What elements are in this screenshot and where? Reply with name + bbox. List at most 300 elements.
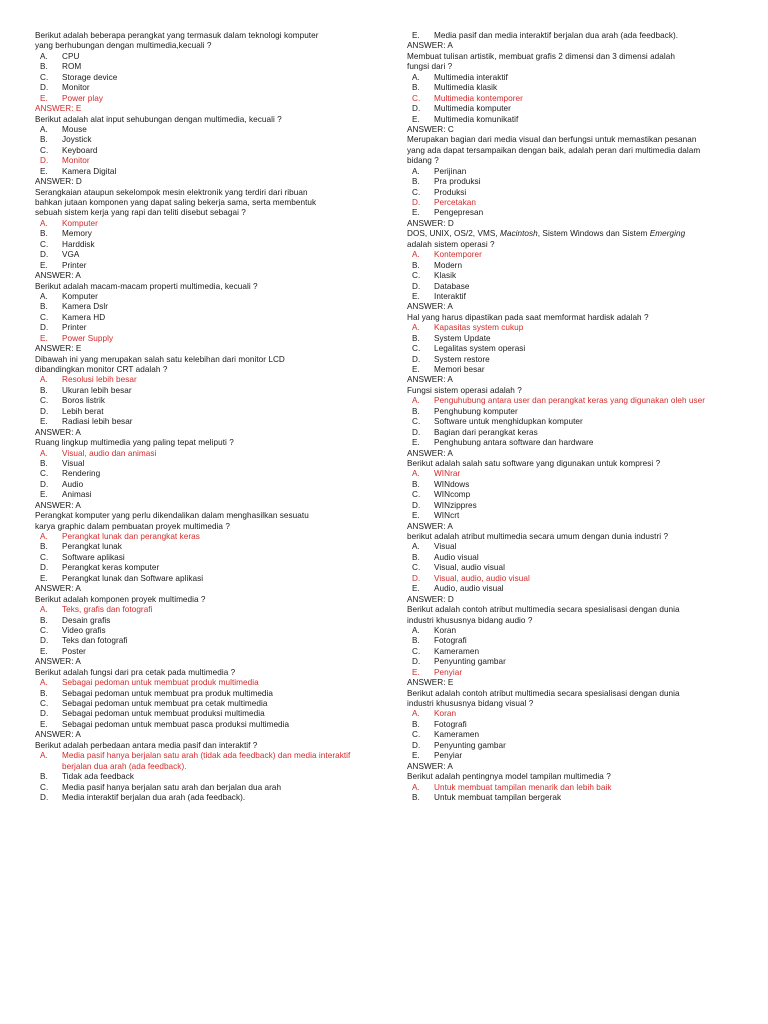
option-letter: C. (412, 417, 421, 427)
option-letter: E. (40, 333, 48, 343)
option-text: Memori besar (434, 365, 485, 374)
answer-option (407, 282, 767, 292)
question-block (35, 511, 395, 595)
option-text: Printer (62, 323, 87, 333)
question-block (407, 313, 767, 386)
answer-option (35, 167, 395, 177)
option-letter: E. (40, 260, 48, 270)
answer-option (407, 751, 767, 761)
option-text: System Update (434, 333, 491, 343)
question-text: Berikut adalah salah satu software yang digunakan untuk kompresi ? (407, 458, 661, 468)
option-letter: C. (40, 625, 49, 635)
option-letter: A. (412, 625, 420, 635)
option-letter: E. (40, 166, 48, 176)
question-block (35, 31, 395, 115)
option-letter: D. (40, 792, 49, 802)
answer-option (35, 563, 395, 573)
option-text: System restore (434, 354, 490, 364)
answer-option (407, 730, 767, 740)
option-text: Harddisk (62, 239, 95, 249)
answer-key: ANSWER: A (35, 500, 81, 510)
answer-option (407, 647, 767, 657)
option-letter: D. (40, 83, 49, 93)
question-block (35, 438, 395, 511)
option-letter: C. (412, 271, 421, 281)
option-text: Power Supply (62, 333, 114, 343)
option-text: WINcrt (434, 511, 460, 521)
option-letter: E. (412, 291, 420, 301)
answer-option (407, 709, 767, 719)
answer-option (35, 553, 395, 563)
question-text: Hal yang harus dipastikan pada saat memformat hardisk adalah ? (407, 312, 649, 322)
answer-key: ANSWER: D (407, 218, 454, 228)
option-letter: C. (40, 72, 49, 82)
answer-key: ANSWER: E (35, 104, 82, 114)
answer-option (35, 469, 395, 479)
question-block (407, 52, 767, 136)
question-text: Perangkat komputer yang perlu dikendalikan dalam menghasilkan sesuatu (35, 511, 309, 521)
answer-option (407, 480, 767, 490)
option-text: Keyboard (62, 145, 98, 155)
option-text: Sebagai pedoman untuk membuat produk multimedia (62, 678, 259, 688)
answer-option (407, 323, 767, 333)
answer-option (407, 668, 767, 678)
option-letter: D. (40, 250, 49, 260)
answer-key: ANSWER: E (35, 344, 82, 354)
question-block (35, 741, 395, 804)
option-text: Untuk membuat tampilan bergerak (434, 792, 562, 802)
option-text: Percetakan (434, 198, 476, 207)
question-text: Serangkaian ataupun sekelompok mesin elektronik yang terdiri dari ribuan (35, 187, 308, 197)
answer-key: ANSWER: C (407, 124, 454, 134)
question-block (35, 282, 395, 355)
question-block (35, 355, 395, 439)
option-letter: E. (412, 511, 420, 521)
option-letter: C. (40, 782, 49, 792)
option-text: Database (434, 281, 470, 291)
question-block (35, 668, 395, 741)
question-text: Berikut adalah contoh atribut multimedia secara spesialisasi dengan dunia (407, 605, 680, 615)
option-text: Lebih berat (62, 406, 104, 416)
question-block (407, 135, 767, 229)
answer-option (35, 261, 395, 271)
left-column (35, 31, 395, 803)
question-text: Berikut adalah pentingnya model tampilan multimedia ? (407, 772, 611, 782)
answer-option (407, 511, 767, 521)
answer-option (35, 146, 395, 156)
question-text: Berikut adalah komponen proyek multimedia ? (35, 594, 206, 604)
answer-key: ANSWER: A (35, 657, 81, 667)
answer-key: ANSWER: A (407, 521, 453, 531)
option-text: Visual, audio, audio visual (434, 573, 530, 583)
option-text: Interaktif (434, 291, 466, 301)
answer-key: ANSWER: E (407, 678, 454, 688)
option-text: Kamera Digital (62, 166, 117, 176)
option-letter: C. (412, 187, 421, 197)
answer-option (407, 292, 767, 302)
answer-option (35, 250, 395, 260)
option-text: Audio visual (434, 552, 479, 562)
option-text: Perijinan (434, 166, 467, 176)
answer-key: ANSWER: A (35, 584, 81, 594)
answer-option (407, 271, 767, 281)
option-text: Pra produksi (434, 177, 481, 187)
answer-option (35, 240, 395, 250)
option-text: Audio (62, 479, 84, 489)
option-text: Video grafis (62, 625, 106, 635)
option-text: Boros listrik (62, 396, 105, 406)
answer-option (407, 94, 767, 104)
answer-option (35, 313, 395, 323)
option-text: Fotografi (434, 636, 467, 646)
question-text: yang berhubungan dengan multimedia,kecuali ? (35, 41, 212, 51)
answer-option (407, 657, 767, 667)
answer-option (35, 219, 395, 229)
option-text: Monitor (62, 83, 90, 93)
option-letter: D. (40, 156, 49, 166)
answer-option (35, 449, 395, 459)
answer-option (35, 574, 395, 584)
question-text: Berikut adalah perbedaan antara media pasif dan interaktif ? (35, 740, 258, 750)
option-text: Printer (62, 260, 87, 270)
answer-key: ANSWER: D (407, 594, 454, 604)
option-text: Komputer (62, 291, 98, 301)
option-letter: A. (40, 291, 48, 301)
answer-option (35, 292, 395, 302)
option-letter: C. (40, 552, 49, 562)
answer-option (35, 94, 395, 104)
answer-option (407, 636, 767, 646)
option-text: Media pasif hanya berjalan satu arah (tidak ada feedback) dan media interaktif berjalan dua arah (ada feedback). (62, 751, 351, 771)
answer-option (35, 626, 395, 636)
answer-option (35, 542, 395, 552)
option-text: WINrar (434, 469, 461, 479)
question-text (407, 229, 767, 239)
option-letter: B. (40, 458, 48, 468)
option-text: Media interaktif berjalan dua arah (ada feedback). (62, 792, 246, 802)
question-block (407, 772, 767, 803)
option-letter: E. (412, 584, 420, 594)
option-letter: C. (40, 145, 49, 155)
option-text: CPU (62, 51, 80, 61)
option-letter: D. (40, 636, 49, 646)
answer-option (35, 386, 395, 396)
answer-option (35, 532, 395, 542)
option-text: Radiasi lebih besar (62, 417, 133, 427)
option-text: Ukuran lebih besar (62, 385, 132, 395)
answer-option (35, 751, 395, 772)
option-letter: E. (40, 417, 48, 427)
answer-option (407, 396, 767, 406)
option-letter: B. (40, 385, 48, 395)
option-text: Perangkat lunak dan Software aplikasi (62, 573, 204, 583)
answer-option (407, 104, 767, 114)
option-text: Penyunting gambar (434, 740, 506, 750)
option-text: Fotografi (434, 719, 467, 729)
option-letter: B. (412, 792, 420, 802)
option-letter: E. (40, 646, 48, 656)
answer-option (35, 52, 395, 62)
answer-option (407, 741, 767, 751)
option-letter: A. (40, 448, 48, 458)
option-text: Kameramen (434, 646, 480, 656)
option-text: Teks, grafis dan fotografi (62, 605, 153, 615)
question-fragment: , Sistem Windows dan Sistem (537, 229, 650, 239)
option-text: Koran (434, 625, 457, 635)
option-letter: B. (40, 542, 48, 552)
answer-option (35, 375, 395, 385)
option-text: Legalitas system operasi (434, 344, 526, 354)
answer-option (407, 626, 767, 636)
question-text: bidang ? (407, 156, 439, 166)
question-text: Merupakan bagian dari media visual dan berfungsi untuk memastikan pesanan (407, 135, 697, 145)
option-text: Software untuk menghidupkan komputer (434, 417, 583, 427)
option-letter: D. (412, 740, 421, 750)
answer-option (35, 678, 395, 688)
answer-option (407, 407, 767, 417)
answer-option (35, 73, 395, 83)
option-text: Desain grafis (62, 615, 111, 625)
option-text: Penghubung antara software dan hardware (434, 438, 594, 448)
option-text: Tidak ada feedback (62, 772, 135, 782)
answer-option (35, 302, 395, 312)
answer-option (35, 636, 395, 646)
question-text: Ruang lingkup multimedia yang paling tepat meliputi ? (35, 438, 234, 448)
option-letter: A. (412, 469, 420, 479)
option-letter: B. (40, 772, 48, 782)
option-letter: C. (412, 490, 421, 500)
option-text: Kameramen (434, 730, 480, 740)
option-letter: E. (412, 208, 420, 218)
option-letter: B. (412, 177, 420, 187)
question-block (407, 386, 767, 459)
question-text: Berikut adalah alat input sehubungan dengan multimedia, kecuali ? (35, 114, 282, 124)
answer-option (407, 355, 767, 365)
option-letter: B. (40, 62, 48, 72)
option-letter: D. (40, 709, 49, 719)
option-text: Koran (434, 709, 457, 719)
option-letter: A. (40, 375, 48, 385)
answer-option (35, 783, 395, 793)
answer-key: ANSWER: A (407, 761, 453, 771)
option-letter: E. (40, 93, 48, 103)
option-letter: D. (412, 198, 421, 207)
option-text: Resolusi lebih besar (62, 375, 137, 385)
option-letter: E. (412, 114, 420, 124)
option-text: Audio, audio visual (434, 584, 504, 594)
question-text: fungsi dari ? (407, 62, 453, 72)
answer-option (407, 469, 767, 479)
question-text: sebuah sistem kerja yang rapi dan teliti disebut sebagai ? (35, 208, 246, 218)
answer-option (407, 344, 767, 354)
question-italic-term: Emerging (649, 229, 686, 239)
option-text: Modern (434, 260, 463, 270)
option-letter: A. (412, 323, 420, 333)
option-text: Visual, audio dan animasi (62, 448, 157, 458)
question-text: berikut adalah atribut multimedia secara umum dengan dunia industri ? (407, 532, 669, 541)
option-letter: E. (412, 31, 420, 40)
option-letter: E. (40, 490, 48, 500)
answer-option (35, 720, 395, 730)
option-letter: A. (412, 782, 420, 792)
answer-option (407, 250, 767, 260)
option-letter: A. (40, 218, 48, 228)
answer-option (407, 542, 767, 552)
option-text: Komputer (62, 218, 98, 228)
answer-option (35, 699, 395, 709)
question-text: adalah sistem operasi ? (407, 239, 495, 249)
option-letter: A. (412, 542, 420, 552)
answer-option (407, 501, 767, 511)
option-letter: D. (40, 563, 49, 573)
option-letter: C. (40, 469, 49, 479)
option-text: WINzippres (434, 500, 477, 510)
question-block (407, 532, 767, 605)
answer-option (35, 407, 395, 417)
option-text: Sebagai pedoman untuk membuat pra cetak multimedia (62, 699, 268, 708)
option-letter: B. (40, 135, 48, 145)
option-text: Teks dan fotografi (62, 636, 128, 646)
option-letter: B. (40, 302, 48, 312)
answer-option (35, 323, 395, 333)
option-text: Penghubung komputer (434, 406, 518, 416)
option-letter: A. (40, 532, 48, 541)
option-text: Software aplikasi (62, 552, 125, 562)
option-text: Sebagai pedoman untuk membuat produksi multimedia (62, 709, 265, 719)
question-text: yang ada dapat tersampaikan dengan baik, adalah peran dari multimedia dalam (407, 145, 701, 155)
option-letter: C. (40, 699, 49, 708)
answer-option (407, 438, 767, 448)
option-text: Penyiar (434, 667, 463, 677)
question-block (35, 188, 395, 282)
answer-key: ANSWER: D (35, 177, 82, 187)
option-letter: D. (40, 479, 49, 489)
answer-option (407, 365, 767, 375)
question-block (35, 595, 395, 668)
answer-option (407, 783, 767, 793)
option-letter: D. (40, 323, 49, 333)
option-text: Multimedia klasik (434, 83, 498, 93)
question-text: industri khususnya bidang visual ? (407, 699, 534, 708)
option-letter: E. (412, 667, 420, 677)
option-letter: E. (40, 719, 48, 729)
answer-option (407, 720, 767, 730)
option-text: Memory (62, 229, 92, 239)
option-text: VGA (62, 250, 80, 260)
question-text: bahkan jutaan komponen yang dapat saling bekerja sama, serta membentuk (35, 198, 317, 207)
option-letter: A. (40, 605, 48, 615)
option-text: Kamera Dslr (62, 302, 109, 312)
option-letter: A. (40, 124, 48, 134)
answer-option (407, 553, 767, 563)
answer-option (35, 480, 395, 490)
answer-option (407, 490, 767, 500)
option-letter: A. (412, 250, 420, 260)
option-letter: C. (412, 344, 421, 354)
question-text: Berikut adalah macam-macam properti multimedia, kecuali ? (35, 281, 258, 291)
option-letter: D. (412, 573, 421, 583)
question-block (407, 605, 767, 689)
question-text: Fungsi sistem operasi adalah ? (407, 385, 522, 395)
option-letter: A. (40, 751, 48, 761)
option-text: Klasik (434, 271, 457, 281)
option-letter: C. (412, 93, 421, 103)
option-text: WINcomp (434, 490, 471, 500)
answer-option (35, 647, 395, 657)
answer-option (407, 793, 767, 803)
option-letter: B. (412, 552, 420, 562)
question-block (35, 115, 395, 188)
question-block (407, 459, 767, 532)
option-text: Joystick (62, 135, 92, 145)
option-text: Kamera HD (62, 312, 106, 322)
answer-key: ANSWER: A (35, 271, 81, 281)
option-text: Animasi (62, 490, 92, 500)
answer-option (407, 167, 767, 177)
answer-option (407, 261, 767, 271)
option-text: Penyiar (434, 751, 463, 761)
option-text: Penyunting gambar (434, 657, 506, 667)
answer-option (407, 208, 767, 218)
answer-option (35, 62, 395, 72)
option-letter: B. (40, 229, 48, 239)
option-text: Multimedia interaktif (434, 72, 508, 82)
option-letter: C. (412, 730, 421, 740)
option-letter: D. (412, 500, 421, 510)
answer-key: ANSWER: A (35, 730, 81, 740)
question-block (407, 31, 767, 52)
option-text: Storage device (62, 72, 118, 82)
option-text: Visual, audio visual (434, 563, 505, 573)
option-text: Untuk membuat tampilan menarik dan lebih baik (434, 782, 612, 792)
option-text: Poster (62, 646, 86, 656)
option-text: Produksi (434, 187, 467, 197)
option-text: Media pasif dan media interaktif berjalan dua arah (ada feedback). (434, 31, 679, 40)
option-text: Multimedia komunikatif (434, 114, 519, 124)
answer-option (35, 396, 395, 406)
answer-option (407, 73, 767, 83)
option-letter: C. (40, 239, 49, 249)
question-block (407, 229, 767, 313)
option-letter: C. (412, 646, 421, 656)
answer-option (35, 229, 395, 239)
option-letter: B. (412, 406, 420, 416)
option-text: Kontemporer (434, 250, 482, 260)
option-letter: D. (412, 427, 421, 437)
option-text: Perangkat lunak (62, 542, 122, 552)
option-letter: B. (412, 260, 420, 270)
option-letter: D. (412, 104, 421, 114)
question-italic-term: Macintosh (500, 229, 538, 239)
answer-option (407, 574, 767, 584)
question-text: industri khususnya bidang audio ? (407, 615, 533, 625)
question-text: karya graphic dalam pembuatan proyek multimedia ? (35, 521, 230, 531)
answer-option (407, 417, 767, 427)
answer-option (407, 188, 767, 198)
answer-key: ANSWER: A (35, 427, 81, 437)
option-letter: A. (412, 709, 420, 719)
option-letter: E. (412, 365, 420, 374)
answer-option (35, 125, 395, 135)
option-text: Perangkat lunak dan perangkat keras (62, 532, 200, 541)
option-letter: B. (412, 719, 420, 729)
option-text: Multimedia komputer (434, 104, 511, 114)
option-text: Bagian dari perangkat keras (434, 427, 538, 437)
option-letter: B. (412, 83, 420, 93)
right-column (407, 31, 767, 803)
option-text: Multimedia kontemporer (434, 93, 523, 103)
option-text: Kapasitas system cukup (434, 323, 524, 333)
